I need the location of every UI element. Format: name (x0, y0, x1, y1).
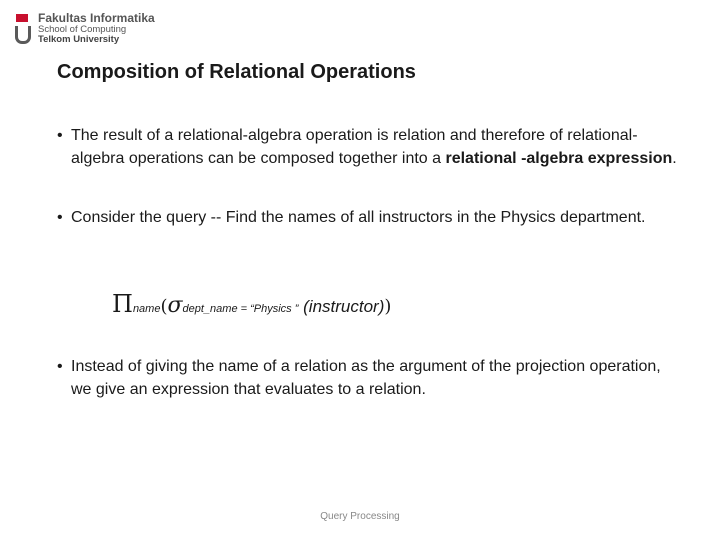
bullet-text-part: The result of a relational-algebra operation is relation and therefore of relational-algebra operations can be composed together into a (71, 127, 638, 167)
selection-predicate: dept_name = “Physics ” (182, 303, 299, 315)
bullet-bold-term: relational -algebra expression (445, 150, 673, 167)
logo-university-name: Telkom University (38, 33, 120, 45)
relational-algebra-formula (112, 290, 391, 318)
selection-symbol: σ (167, 293, 183, 318)
logo-faculty-name: Fakultas Informatika (38, 11, 155, 25)
bullet-marker: • (57, 209, 63, 226)
bullet-query (57, 206, 677, 229)
slide-footer: Query Processing (320, 511, 400, 522)
bullet-text-end: . (672, 150, 677, 167)
bullet-composition (57, 124, 677, 170)
slide-title: Composition of Relational Operations (57, 61, 416, 83)
bullet-text (57, 124, 677, 170)
projection-symbol: Π (112, 290, 133, 318)
projection-attribute: name (132, 303, 161, 315)
bullet-text: Consider the query -- Find the names of all instructors in the Physics department. (71, 209, 646, 226)
faculty-logo (14, 12, 155, 45)
open-paren: ( (160, 296, 168, 317)
bullet-marker: • (57, 127, 63, 144)
bullet-text: Instead of giving the name of a relation as the argument of the projection operation, we give an expression that evaluates to a relation. (71, 358, 661, 398)
logo-text (38, 12, 155, 45)
telkom-logo-icon (14, 12, 32, 44)
bullet-instead (57, 355, 677, 401)
relation-argument: (instructor) (298, 297, 385, 316)
bullet-marker: • (57, 358, 63, 375)
logo-school-name: School of Computing (38, 23, 127, 35)
close-paren: ) (384, 296, 392, 317)
